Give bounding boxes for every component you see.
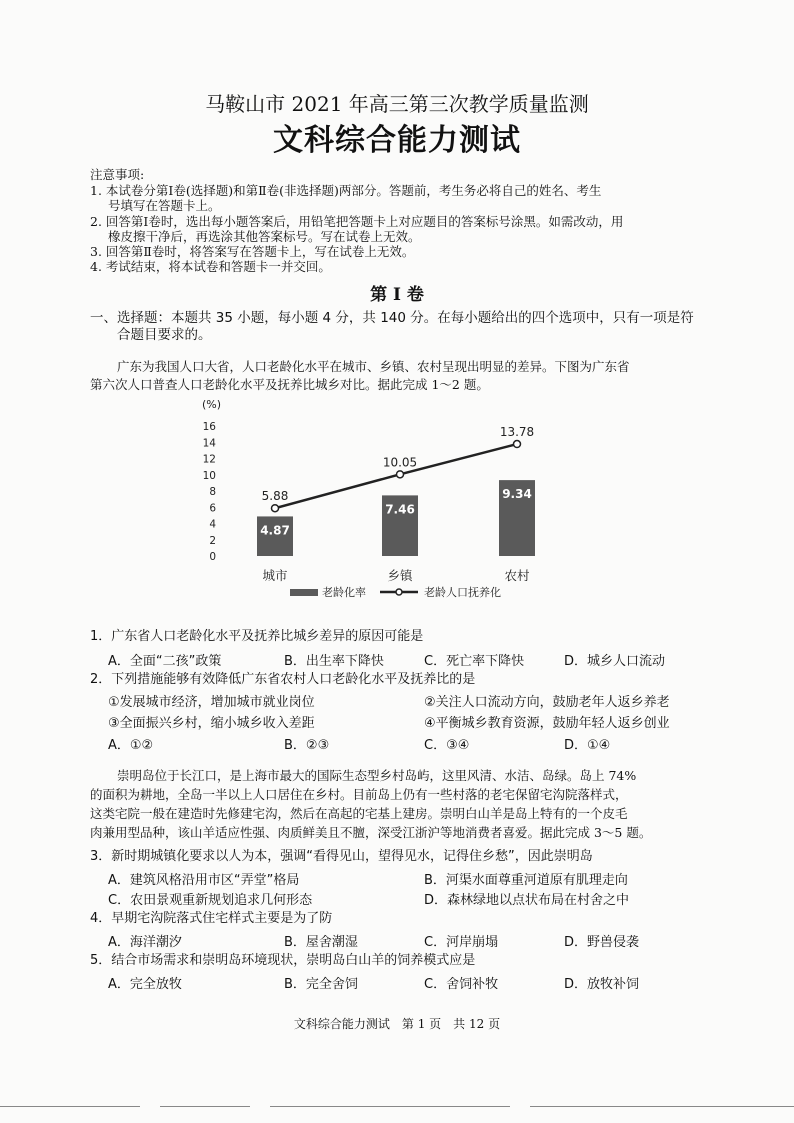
exam-title-line1: 马鞍山市 2021 年高三第三次教学质量监测	[205, 92, 589, 116]
exam-title-line2: 文科综合能力测试	[273, 123, 521, 158]
section-instructions-line2: 合题目要求的。	[117, 327, 212, 343]
notes-item: 2. 回答第Ⅰ卷时，选出每小题答案后，用铅笔把答题卡上对应题目的答案标号涂黑。如需改动，用	[90, 214, 624, 229]
q3-stem: 3．新时期城镇化要求以人为本，强调“看得见山，望得见水，记得住乡愁”，因此崇明岛	[90, 849, 593, 864]
q5-stem: 5．结合市场需求和崇明岛环境现状，崇明岛白山羊的饲养模式应是	[90, 953, 476, 968]
notes-item: 橡皮擦干净后，再选涂其他答案标号。写在试卷上无效。	[108, 229, 421, 244]
legend-bar-label: 老龄化率	[322, 586, 366, 599]
line-point-3	[514, 441, 521, 448]
y-axis-label: (%)	[202, 398, 222, 411]
line-value-label: 5.88	[261, 489, 289, 504]
bottom-rule	[530, 1106, 794, 1107]
q1-option-c[interactable]: C．死亡率下降快	[424, 654, 525, 669]
y-tick-label: 4	[209, 518, 216, 531]
notes-item: 1. 本试卷分第Ⅰ卷(选择题)和第Ⅱ卷(非选择题)两部分。答题前，考生务必将自己的姓名、考生	[90, 183, 602, 198]
bottom-rule	[270, 1106, 510, 1107]
q3-option-a[interactable]: A．建筑风格沿用市区“弄堂”格局	[108, 873, 300, 888]
q5-option-a[interactable]: A．完全放牧	[108, 977, 182, 992]
section-instructions-line1: 一、选择题：本题共 35 小题，每小题 4 分，共 140 分。在每小题给出的四个选项中，只有一项是符	[90, 310, 694, 326]
x-category-label: 城市	[262, 568, 288, 583]
page-footer: 文科综合能力测试 第 1 页 共 12 页	[293, 1017, 501, 1031]
q2-option-b[interactable]: B．②③	[284, 738, 330, 753]
passage2-line2: 的面积为耕地，全岛一半以上人口居住在乡村。目前岛上仍有一些村落的老宅保留宅沟院落样式，	[90, 787, 628, 802]
bar-value-label: 4.87	[260, 523, 290, 538]
y-tick-label: 16	[202, 421, 216, 433]
q1-option-a[interactable]: A．全面“二孩”政策	[108, 654, 222, 669]
x-category-label: 乡镇	[387, 568, 413, 583]
q4-stem: 4．早期宅沟院落式住宅样式主要是为了防	[90, 911, 333, 926]
notes-heading: 注意事项:	[90, 167, 145, 182]
q2-item-3: ③全面振兴乡村，缩小城乡收入差距	[108, 716, 315, 731]
volume-title: 第 Ⅰ 卷	[370, 285, 424, 305]
line-value-label: 10.05	[382, 455, 418, 470]
aging-chart-svg	[190, 396, 550, 608]
q1-option-b[interactable]: B．出生率下降快	[284, 654, 384, 669]
y-tick-label: 6	[209, 502, 216, 515]
q5-option-b[interactable]: B．完全舍饲	[284, 977, 358, 992]
q3-option-d[interactable]: D．森林绿地以点状布局在村舍之中	[424, 893, 630, 908]
q2-option-c[interactable]: C．③④	[424, 738, 470, 753]
line-point-2	[397, 471, 404, 478]
line-point-1	[272, 505, 279, 512]
line-value-label: 13.78	[499, 425, 535, 440]
bottom-rule	[160, 1106, 250, 1107]
notes-item: 3. 回答第Ⅱ卷时，将答案写在答题卡上，写在试卷上无效。	[90, 244, 415, 259]
y-tick-label: 14	[202, 437, 216, 450]
legend-bar-swatch	[290, 589, 318, 596]
legend-line-marker	[396, 589, 402, 595]
q4-option-a[interactable]: A．海洋潮汐	[108, 935, 182, 950]
bar-value-label: 7.46	[385, 502, 415, 517]
x-category-label: 农村	[504, 568, 530, 583]
legend-line-label: 老龄人口抚养化	[424, 586, 501, 599]
passage2-line4: 肉兼用型品种，该山羊适应性强、肉质鲜美且不膻，深受江浙沪等地消费者喜爱。据此完成 3～5 题。	[90, 825, 652, 840]
y-tick-label: 12	[202, 453, 216, 466]
q1-stem: 1．广东省人口老龄化水平及抚养比城乡差异的原因可能是	[90, 629, 424, 644]
passage2-line1: 崇明岛位于长江口，是上海市最大的国际生态型乡村岛屿，这里风清、水洁、岛绿。岛上 74%	[117, 768, 637, 783]
q5-option-c[interactable]: C．舍饲补牧	[424, 977, 499, 992]
q2-option-a[interactable]: A．①②	[108, 738, 154, 753]
q2-item-4: ④平衡城乡教育资源，鼓励年轻人返乡创业	[424, 716, 670, 731]
notes-item: 号填写在答题卡上。	[108, 198, 221, 213]
q3-option-b[interactable]: B．河渠水面尊重河道原有肌理走向	[424, 873, 628, 888]
q4-option-d[interactable]: D．野兽侵袭	[564, 935, 640, 950]
y-tick-label: 0	[209, 551, 216, 563]
y-tick-label: 8	[209, 486, 216, 498]
q2-item-1: ①发展城市经济，增加城市就业岗位	[108, 695, 315, 710]
q2-option-d[interactable]: D．①④	[564, 738, 611, 753]
q3-option-c[interactable]: C．农田景观重新规划追求几何形态	[108, 893, 313, 908]
q4-option-c[interactable]: C．河岸崩塌	[424, 935, 499, 950]
q2-item-2: ②关注人口流动方向，鼓励老年人返乡养老	[424, 695, 670, 710]
q1-option-d[interactable]: D．城乡人口流动	[564, 654, 666, 669]
q4-option-b[interactable]: B．屋舍潮湿	[284, 935, 358, 950]
passage2-line3: 这类宅院一般在建造时先修建宅沟，然后在高起的宅基上建房。崇明白山羊是岛上特有的一个皮毛	[90, 806, 628, 821]
q2-stem: 2．下列措施能够有效降低广东省农村人口老龄化水平及抚养比的是	[90, 672, 476, 687]
q5-option-d[interactable]: D．放牧补饲	[564, 977, 640, 992]
aging-chart	[190, 396, 550, 608]
bottom-rule	[0, 1106, 140, 1107]
passage1-line2: 第六次人口普查人口老龄化水平及抚养比城乡对比。据此完成 1～2 题。	[90, 377, 489, 392]
y-tick-label: 10	[202, 469, 216, 482]
y-tick-label: 2	[209, 534, 216, 547]
passage1-line1: 广东为我国人口大省，人口老龄化水平在城市、乡镇、农村呈现出明显的差异。下图为广东省	[117, 359, 630, 374]
notes-item: 4. 考试结束，将本试卷和答题卡一并交回。	[90, 259, 331, 274]
bar-value-label: 9.34	[502, 487, 532, 502]
